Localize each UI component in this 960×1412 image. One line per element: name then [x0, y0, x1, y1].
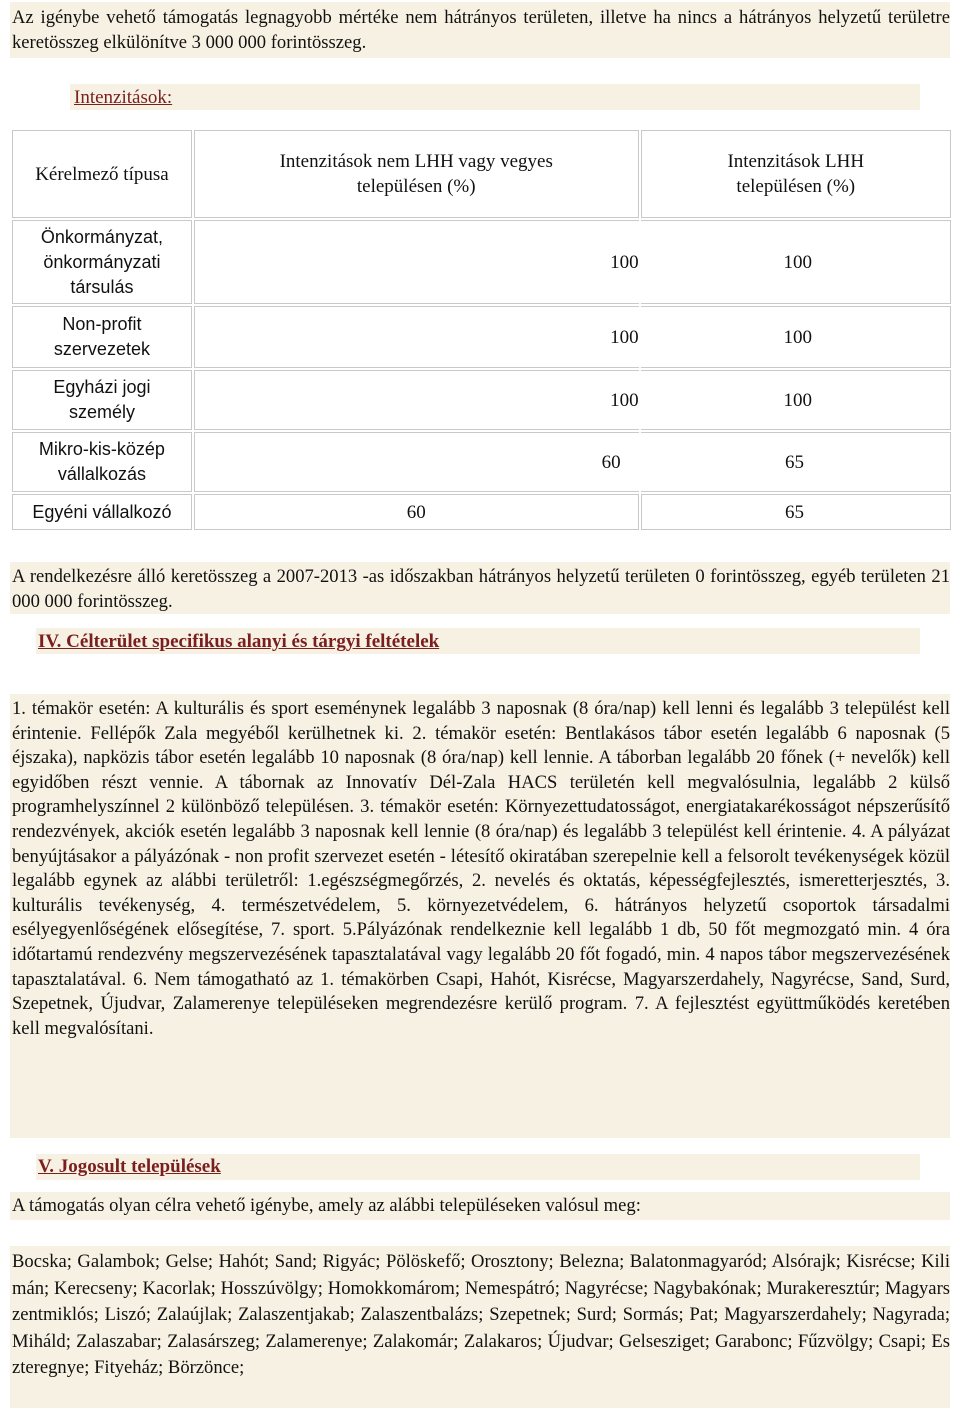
row-non-lhh-value: 100	[194, 370, 639, 430]
budget-paragraph: A rendelkezésre álló keretösszeg a 2007-2013 -as időszakban hátrányos helyzetű területen 0 forintösszeg, egyéb területen 21 000 000 forintösszeg.	[12, 566, 950, 612]
row-type: Mikro-kis-közép vállalkozás	[12, 432, 192, 492]
intro-paragraph: Az igénybe vehető támogatás legnagyobb mértéke nem hátrányos területen, illetve ha nincs a hátrányos helyzetű területre keretösszeg elkülönítve 3 000 000 forintösszeg.	[12, 7, 950, 53]
table-row	[12, 220, 951, 304]
table-row	[12, 306, 951, 368]
row-lhh-value: 100	[641, 220, 951, 304]
header-lhh: Intenzitások LHH településen (%)	[641, 130, 951, 218]
row-type: Non-profit szervezetek	[12, 306, 192, 368]
row-lhh-value: 65	[641, 432, 951, 492]
table-row	[12, 494, 951, 530]
header-non-lhh: Intenzitások nem LHH vagy vegyes településen (%)	[194, 130, 639, 218]
row-non-lhh-value: 60	[194, 432, 639, 492]
table-row	[12, 432, 951, 492]
row-type: Egyéni vállalkozó	[12, 494, 192, 530]
section4-heading: IV. Célterület specifikus alanyi és tárgyi feltételek	[38, 631, 440, 652]
row-type: Önkormányzat, önkormányzati társulás	[12, 220, 192, 304]
row-non-lhh-value: 60	[194, 494, 639, 530]
row-lhh-value: 65	[641, 494, 951, 530]
header-applicant-type: Kérelmező típusa	[12, 130, 192, 218]
table-row	[12, 370, 951, 430]
row-non-lhh-value: 100	[194, 220, 639, 304]
section5-heading: V. Jogosult települések	[38, 1156, 221, 1177]
section4-paragraph: 1. témakör esetén: A kulturális és sport eseménynek legalább 3 naposnak (8 óra/nap) kell lenni és legalább 3 települést kell érintenie. Fellépők Zala megyéből kerülhetnek ki. 2. témakör esetén: Bentlakásos tábor esetén legalább 6 naposnak (5 éjszaka), napközis tábor esetén legalább 10 naposnak (8 óra/nap) kell lennie. A táborban legalább 20 főnek (+ nevelők) kell egyidőben részt vennie. A tábornak az Innovatív Dél-Zala HACS területén kell megvalósulnia, legalább 2 külső programhelyszínnel 2 különböző településen. 3. témakör esetén: Környezettudatosságot, energiatakarékosságot népszerűsítő rendezvények, akciók esetén legalább 3 naposnak kell lennie (8 óra/nap) és legalább 3 települést kell érintenie. 4. A pályázat benyújtásakor a pályázónak - non profit szervezet esetén - létesítő okiratában szerepelnie kell a felsorolt tevékenységek közül legalább egynek az alábbi területről: 1.egészségmegőrzés, 2. nevelés és oktatás, képességfejlesztés, ismeretterjesztés, 3. kulturális tevékenység, 4. természetvédelem, 5. környezetvédelem, 6. hátrányos helyzetű csoportok társadalmi esélyegyenlőségének elősegítése, 7. sport. 5.Pályázónak rendelkeznie kell legalább 1 db, 50 főt megmozgató min. 4 óra időtartamú rendezvény megszervezésének tapasztalatával vagy legalább 20 főt fogadó, min. 4 napos tábor megszervezésének tapasztalatával. 6. Nem támogatható az 1. témakörben Csapi, Hahót, Kisrécse, Magyarszerdahely, Nagyrécse, Sand, Surd, Szepetnek, Újudvar, Zalamerenye településeken megrendezésre kerülő program. 7. A fejlesztést együttműködés keretében kell megvalósítani.	[12, 698, 950, 1039]
settlement-list: Bocska; Galambok; Gelse; Hahót; Sand; Rigyác; Pölöskefő; Orosztony; Belezna; Balatonmagyaród; Alsórajk; Kisrécse; Kilimán; Kerecseny; Kacorlak; Hosszúvölgy; Homokkomárom; Nemespátró; Nagyrécse; Nagybakónak; Murakeresztúr; Magyarszentmiklós; Liszó; Zalaújlak; Zalaszentjakab; Zalaszentbalázs; Szepetnek; Surd; Sormás; Pat; Magyarszerdahely; Nagyrada; Miháld; Zalaszabar; Zalasárszeg; Zalamerenye; Zalakomár; Zalakaros; Újudvar; Gelsesziget; Garabonc; Fűzvölgy; Csapi; Eszteregnye; Fityeház; Börzönce;	[12, 1251, 950, 1379]
row-non-lhh-value: 100	[194, 306, 639, 368]
section5-intro: A támogatás olyan célra vehető igénybe, amely az alábbi településeken valósul meg:	[12, 1195, 641, 1216]
row-lhh-value: 100	[641, 370, 951, 430]
row-lhh-value: 100	[641, 306, 951, 368]
intensity-heading: Intenzitások:	[74, 87, 173, 108]
intensity-heading-band	[70, 84, 920, 110]
table-header-row	[12, 130, 951, 218]
intensity-table	[10, 128, 953, 532]
row-type: Egyházi jogi személy	[12, 370, 192, 430]
